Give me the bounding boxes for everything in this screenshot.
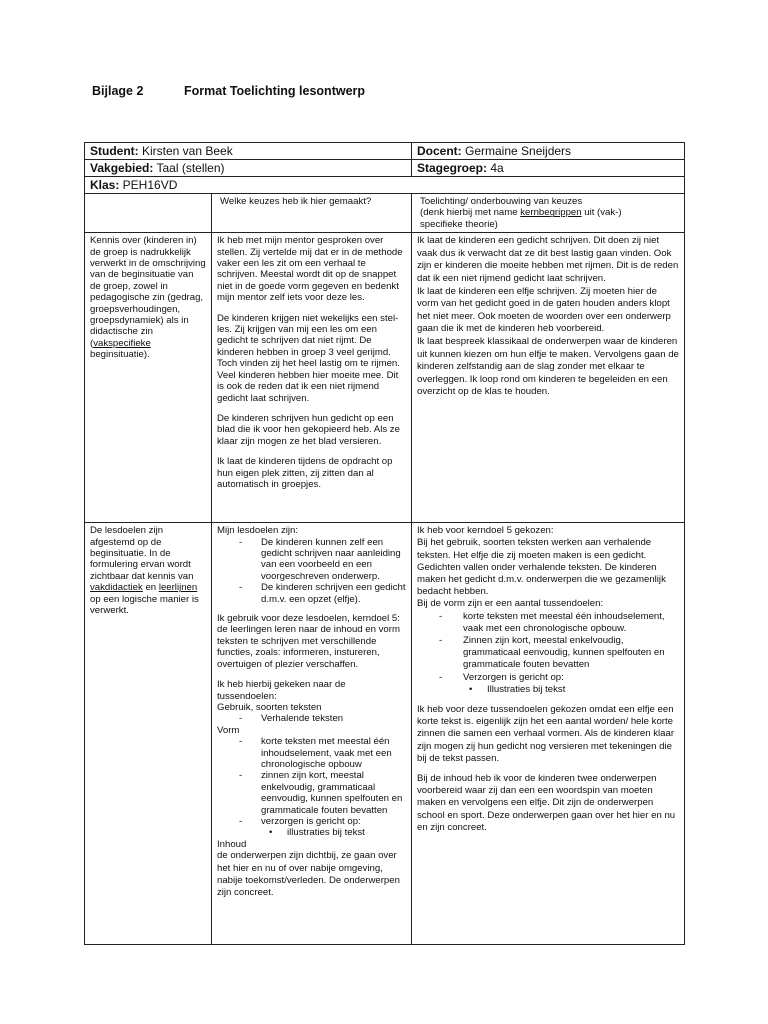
- list-item: - Verhalende teksten: [239, 713, 344, 725]
- docent-cell: Docent: Germaine Sneijders: [412, 143, 685, 160]
- choices-cell: Ik heb met mijn mentor gesproken over stellen. Zij vertelde mij dat er in de methode vaker een les zit om een verhaal te schrijven. Meestal wordt dit op de snappet niet in de goede vorm gegeven en bedenkt mijn mentor zelf iets voor deze les. De kinderen krijgen niet wekelijks een stel-les. Zij krijgen van mij een les om een gedicht te schrijven dat niet rijmt. De kinderen hebben in groep 3 veel gerijmd. Toch vinden zij het heel lastig om te rijmen. Veel kinderen hebben hier moeite mee. Dit is ook de reden dat ik een niet rijmend gedicht laat schrijven. De kinderen schrijven hun gedicht op een blad die ik voor hen gekopieerd heb. Als ze klaar zijn mogen ze het blad versieren. Ik laat de kinderen tijdens de opdracht op hun eigen plek zitten, zij zitten dan al automatisch in groepjes.: [212, 233, 412, 523]
- row-beginsituatie: [85, 233, 685, 523]
- vakgebied-cell: Vakgebied: Taal (stellen): [85, 160, 412, 177]
- list-item: - korte teksten met meestal één inhoudselement, vaak met een chronologische opbouw: [239, 736, 392, 770]
- student-cell: Student: Kirsten van Beek: [85, 143, 412, 160]
- rationale-cell: Ik heb voor kerndoel 5 gekozen: Bij het gebruik, soorten teksten werken aan verhalende teksten. Het elfje die zij moeten maken is een gedicht. Gedichten vallen onder verhalende teksten. De kinderen maken het gedicht d.m.v. onderwerpen die we gezamenlijk bedacht hebben. Bij de vorm zijn er een aantal tussendoelen: - korte teksten met meestal één inhoudselement, vaak met een chronologische opbouw. - Zinnen zijn kort, meestal enkelvoudig, grammaticaal eenvoudig, kunnen spelfouten en grammaticale fouten bevatten - Verzorgen is gericht op: • Illustraties bij tekst Ik heb voor deze tussendoelen gekozen omdat een elfje een korte tekst is. eigenlijk zijn het een aantal worden/ hele korte zinnen die samen een verhaal vormen. Als de kinderen klaar zijn mogen zij hun gedicht nog versieren met tekeningen die bij de tekst passen. Bij de inhoud heb ik voor de kinderen twee onderwerpen voorbereid waar zij dan een een woordspin van moeten maken en vervolgens een elfje. Dit zijn de onderwerpen school en sport. Deze onderwerpen gaan over het hier en nu en zijn concreet.: [412, 523, 685, 945]
- choices-cell: Mijn lesdoelen zijn: - De kinderen kunnen zelf een gedicht schrijven naar aanleiding van een voorbeeld en een voorgeschreven onderwerp. - De kinderen schrijven een gedicht d.m.v. een opzet (elfje). Ik gebruik voor deze lesdoelen, kerndoel 5: de leerlingen leren naar de inhoud en vorm teksten te schrijven met verschillende functies, zoals: informeren, instureren, overtuigen of plezier verschaffen. Ik heb hierbij gekeken naar de tussendoelen: Gebruik, soorten teksten - Verhalende teksten Vorm - korte teksten met meestal één inhoudselement, vaak met een chronologische opbouw - zinnen zijn kort, meestal enkelvoudig, grammaticaal eenvoudig, kunnen spelfouten en grammaticale fouten bevatten - verzorgen is gericht op: • illustraties bij tekst Inhoud de onderwerpen zijn dichtbij, ze gaan over het hier en nu of over nabije omgeving, nabije toekomst/verleden. De onderwerpen zijn concreet.: [212, 523, 412, 945]
- list-item: - Zinnen zijn kort, meestal enkelvoudig, grammaticaal eenvoudig, kunnen spelfouten en grammaticale fouten bevatten: [439, 635, 665, 671]
- klas-cell: Klas: PEH16VD: [85, 177, 685, 194]
- list-item: - De kinderen schrijven een gedicht d.m.v. een opzet (elfje).: [239, 582, 406, 605]
- list-item: - Verzorgen is gericht op:: [439, 671, 564, 683]
- class-row: [85, 177, 685, 194]
- appendix-label: Bijlage 2: [92, 84, 144, 98]
- row-lesdoelen: [85, 523, 685, 945]
- list-item: - zinnen zijn kort, meestal enkelvoudig, grammaticaal eenvoudig, kunnen spelfouten en grammaticale fouten bevatten: [239, 770, 403, 816]
- list-item: • Illustraties bij tekst: [469, 683, 566, 695]
- criterion-cell: Kennis over (kinderen in) de groep is nadrukkelijk verwerkt in de omschrijving van de beginsituatie van de groep, zowel in pedagogische zin (gedrag, groepsverhoudingen, groepsdynamiek) als in didactische zin (vakspecifieke beginsituatie).: [85, 233, 212, 523]
- document-title: Format Toelichting lesontwerp: [184, 84, 366, 98]
- column-header-rationale: Toelichting/ onderbouwing van keuzes (denk hierbij met name kernbegrippen uit (vak-) specifieke theorie): [412, 194, 685, 233]
- list-item: - verzorgen is gericht op:: [239, 815, 361, 827]
- column-header-empty: [85, 194, 212, 233]
- document-header: [92, 84, 366, 98]
- list-item: • illustraties bij tekst: [269, 827, 365, 839]
- subject-row: [85, 160, 685, 177]
- stagegroep-cell: Stagegroep: 4a: [412, 160, 685, 177]
- column-header-choices: Welke keuzes heb ik hier gemaakt?: [212, 194, 412, 233]
- list-item: - korte teksten met meestal één inhoudselement, vaak met een chronologische opbouw.: [439, 610, 665, 634]
- criterion-cell: De lesdoelen zijn afgestemd op de beginsituatie. In de formulering ervan wordt zichtbaar dat kennis van vakdidactiek en leerlijnen op een logische manier is verwerkt.: [85, 523, 212, 945]
- lesson-design-table: [84, 142, 685, 945]
- column-header-row: [85, 194, 685, 233]
- list-item: - De kinderen kunnen zelf een gedicht schrijven naar aanleiding van een voorbeeld en een voorgeschreven onderwerp.: [239, 536, 401, 582]
- student-row: [85, 143, 685, 160]
- rationale-cell: Ik laat de kinderen een gedicht schrijven. Dit doen zij niet vaak dus ik verwacht dat ze dit best lastig gaan vinden. Ook zijn er kinderen die moeite hebben met rijmen. Dit is de reden dat ik een niet rijmend gedicht laat schrijven. Ik laat de kinderen een elfje schrijven. Zij moeten hier de vorm van het gedicht goed in de gaten houden anders klopt het niet meer. Ook moeten de woorden over een onderwerp gaan die ik met de kinderen heb voorbereid. Ik laat bespreek klassikaal de onderwerpen waar de kinderen uit kunnen kiezen om hun elfje te maken. Vervolgens gaan de kinderen zelfstandig aan de slag zonder met elkaar te overleggen. Ik loop rond om kinderen te begeleiden en een overzicht op de klas te houden.: [412, 233, 685, 523]
